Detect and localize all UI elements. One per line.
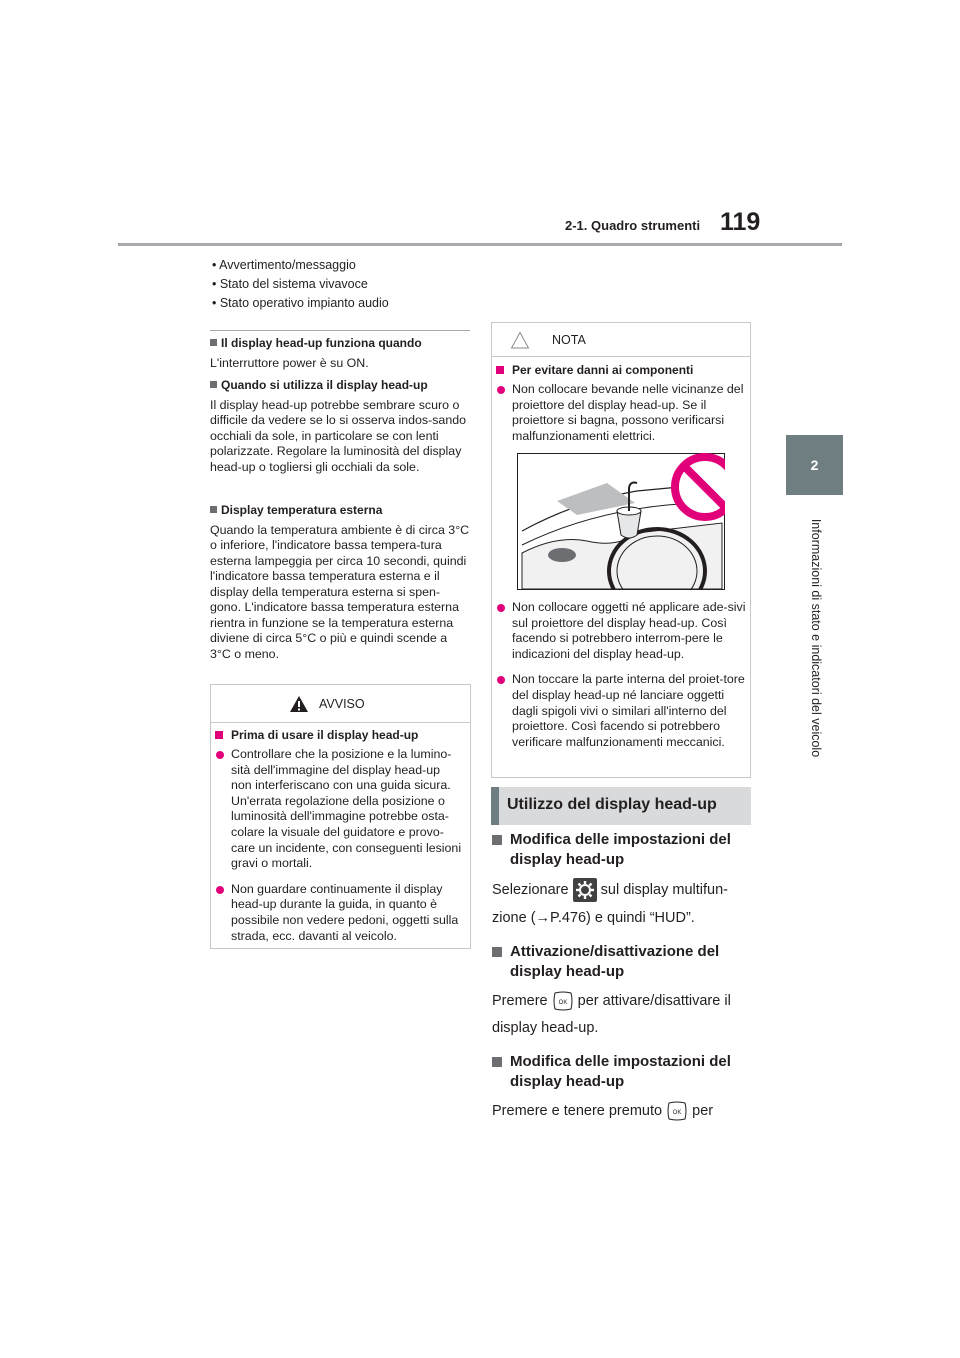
notice-header — [492, 323, 750, 357]
dashboard-illustration — [517, 453, 725, 590]
dot-bullet-icon — [216, 751, 224, 759]
notice-item: Non collocare oggetti né applicare ade-sivi sul proiettore del display head-up. Così facendo si potrebbero interrom-pere le indicazioni del display head-up. — [496, 600, 746, 662]
square-bullet-icon — [492, 1057, 502, 1067]
dot-bullet-icon — [497, 386, 505, 394]
dot-bullet-icon — [216, 886, 224, 894]
notice-item: Non toccare la parte interna del proiet-tore del display head-up né lanciare oggetti dagli spigoli vivi o similari all'interno del proiettore. Così facendo si potrebbero verificare malfunzionamenti meccanici. — [496, 672, 746, 750]
chapter-tab: 2 — [786, 435, 843, 495]
section-heading-bar — [491, 787, 751, 825]
note-section-3 — [210, 503, 470, 662]
warning-label: AVVISO — [319, 696, 365, 711]
note-text: L'interruttore power è su ON. — [210, 355, 369, 370]
usage-text: display head-up. — [492, 1020, 599, 1036]
bullet-item: • Avvertimento/messaggio — [212, 258, 356, 272]
arrow-icon: → — [535, 910, 551, 926]
dot-bullet-icon — [497, 676, 505, 684]
notice-label: NOTA — [552, 332, 586, 347]
ok-button-icon — [666, 1100, 688, 1122]
settings-gear-icon — [573, 878, 597, 902]
page-number: 119 — [720, 208, 761, 236]
dot-bullet-icon — [497, 604, 505, 612]
square-bullet-icon — [210, 506, 217, 513]
square-bullet-icon — [492, 947, 502, 957]
notice-box — [491, 322, 751, 778]
usage-text: Selezionare sul display multifun- — [492, 878, 757, 902]
section-divider — [210, 330, 470, 331]
usage-subheading: Attivazione/disattivazione del display head-up — [492, 942, 757, 982]
usage-content — [492, 830, 757, 1122]
section-heading: Utilizzo del display head-up — [507, 796, 717, 813]
square-bullet-icon — [210, 381, 217, 388]
usage-subheading: Modifica delle impostazioni del display head-up — [492, 830, 757, 870]
square-bullet-icon — [496, 366, 504, 374]
notice-subtitle: Per evitare danni ai componenti — [496, 362, 744, 378]
usage-text: Premere e tenere premuto OK per — [492, 1100, 757, 1122]
warning-triangle-icon — [289, 695, 309, 713]
svg-text:OK: OK — [558, 1000, 567, 1006]
note-text: Quando la temperatura ambiente è di circa 3°C o inferiore, l'indicatore bassa tempera-tura esterna lampeggia per circa 10 secondi, quindi l'indicatore bassa temperatura esterna e il display della temperatura esterna si spen-gono. L'indicatore bassa temperatura esterna rientra in funzione se la temperatura esterna diviene di circa 5°C o più e quindi scende a 3°C o meno. — [210, 522, 470, 661]
section-title: 2-1. Quadro strumenti — [565, 218, 701, 233]
warning-subtitle: Prima di usare il display head-up — [215, 727, 464, 743]
warning-box — [210, 684, 471, 949]
svg-text:OK: OK — [672, 1110, 682, 1116]
bullet-list — [212, 256, 472, 313]
usage-text: zione (→P.476) e quindi “HUD”. — [492, 910, 695, 926]
square-bullet-icon — [210, 339, 217, 346]
notice-item: Non collocare bevande nelle vicinanze del proiettore del display head-up. Se il proiettore si bagna, possono verificarsi malfunzionamenti elettrici. — [496, 382, 744, 444]
warning-item: Non guardare continuamente il display head-up durante la guida, in quanto è possibile non vedere pedoni, oggetti sulla strada, ecc. davanti al veicolo. — [215, 882, 464, 944]
square-bullet-icon — [215, 731, 223, 739]
note-text: Il display head-up potrebbe sembrare scuro o difficile da vedere se lo si osserva indos-sando occhiali da sole, in particolare se con lenti polarizzate. Regolare la luminosità del display head-up o togliersi gli occhiali da sole. — [210, 397, 466, 474]
note-section-2 — [210, 378, 470, 475]
ok-button-icon — [552, 990, 574, 1012]
note-title: Il display head-up funziona quando — [221, 336, 422, 350]
note-section-1 — [210, 336, 470, 371]
bullet-item: • Stato operativo impianto audio — [212, 296, 389, 310]
usage-subheading: Modifica delle impostazioni del display head-up — [492, 1052, 757, 1092]
notice-triangle-icon — [510, 331, 530, 349]
usage-text: Premere OK per attivare/disattivare il — [492, 990, 757, 1012]
chapter-label: Informazioni di stato e indicatori del veicolo — [809, 518, 823, 757]
note-title: Quando si utilizza il display head-up — [221, 378, 428, 392]
warning-header — [211, 685, 470, 723]
warning-item: Controllare che la posizione e la lumino-sità dell'immagine del display head-up non interferiscano con una guida sicura. Un'errata regolazione della posizione o luminosità dell'immagine potrebbe osta-colare la visuale del guidatore e provo-care un incidente, con conseguenti lesioni gravi o mortali. — [215, 747, 464, 872]
square-bullet-icon — [492, 835, 502, 845]
note-title: Display temperatura esterna — [221, 503, 383, 517]
header-divider — [118, 243, 842, 246]
bullet-item: • Stato del sistema vivavoce — [212, 277, 368, 291]
